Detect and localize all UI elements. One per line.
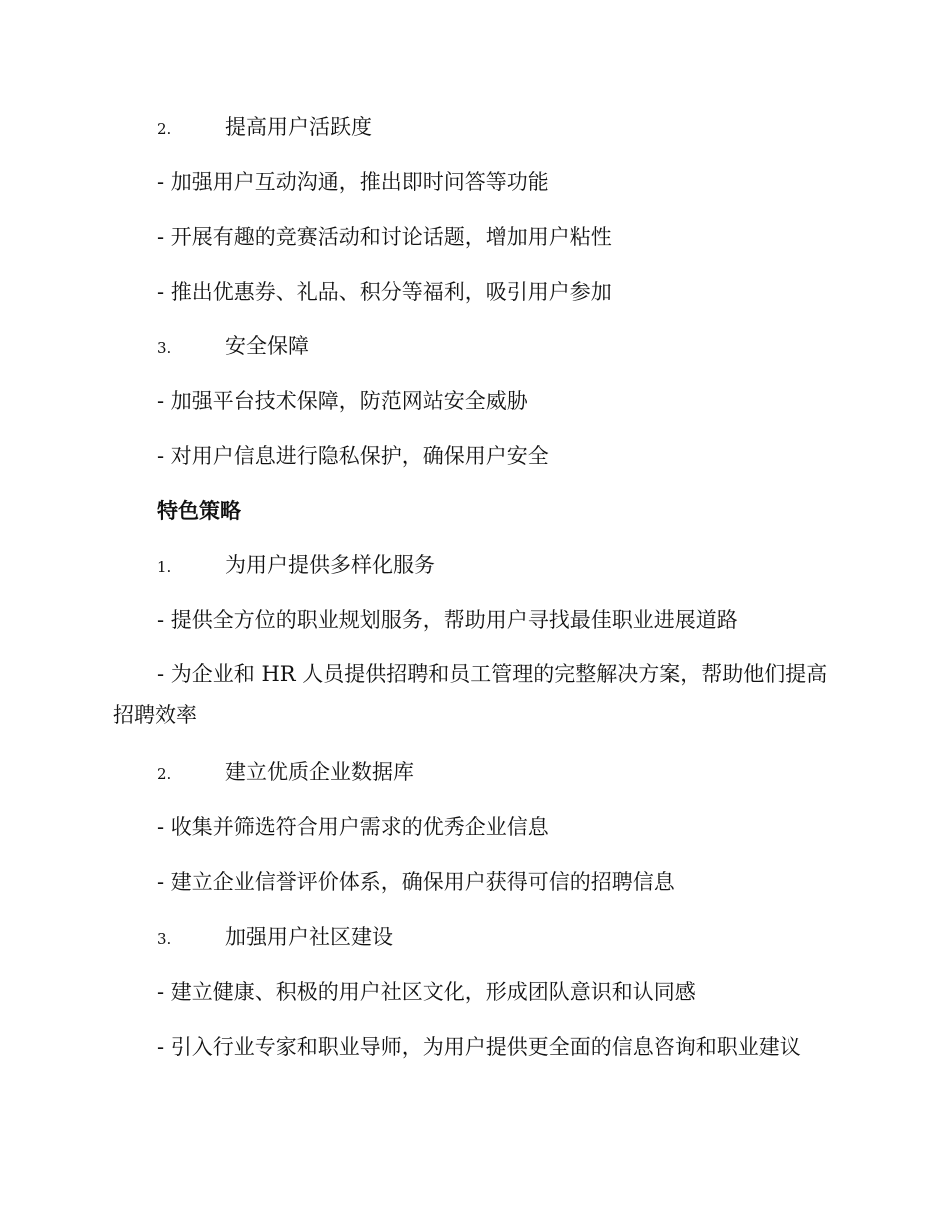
list-item: - 提供全方位的职业规划服务，帮助用户寻找最佳职业进展道路 [157,608,738,632]
list-item: - 引入行业专家和职业导师，为用户提供更全面的信息咨询和职业建议 [157,1035,801,1059]
section-title: 加强用户社区建设 [225,925,393,949]
section-number: 3. [157,930,172,948]
section-number: 2. [157,120,172,138]
list-item: - 为企业和 HR 人员提供招聘和员工管理的完整解决方案，帮助他们提高招聘效率 [113,662,828,727]
feature-3-heading [157,921,393,955]
section-number: 3. [157,339,172,357]
section-title: 提高用户活跃度 [225,115,372,139]
section-number: 2. [157,765,172,783]
section-title: 建立优质企业数据库 [225,760,414,784]
section-number: 1. [157,558,172,576]
section-3-heading [157,330,309,364]
section-2-heading [157,111,372,145]
list-item: - 建立健康、积极的用户社区文化，形成团队意识和认同感 [157,980,696,1004]
list-item: - 推出优惠券、礼品、积分等福利，吸引用户参加 [157,280,612,304]
feature-strategy-heading: 特色策略 [157,499,241,523]
feature-1-heading [157,549,435,583]
list-item: - 对用户信息进行隐私保护，确保用户安全 [157,444,549,468]
list-item: - 建立企业信誉评价体系，确保用户获得可信的招聘信息 [157,870,675,894]
section-title: 安全保障 [225,334,309,358]
list-item: - 加强平台技术保障，防范网站安全威胁 [157,389,528,413]
feature-2-heading [157,756,414,790]
list-item: - 开展有趣的竞赛活动和讨论话题，增加用户粘性 [157,225,612,249]
list-item: - 收集并筛选符合用户需求的优秀企业信息 [157,815,549,839]
list-item: - 加强用户互动沟通，推出即时问答等功能 [157,170,549,194]
section-title: 为用户提供多样化服务 [225,553,435,577]
